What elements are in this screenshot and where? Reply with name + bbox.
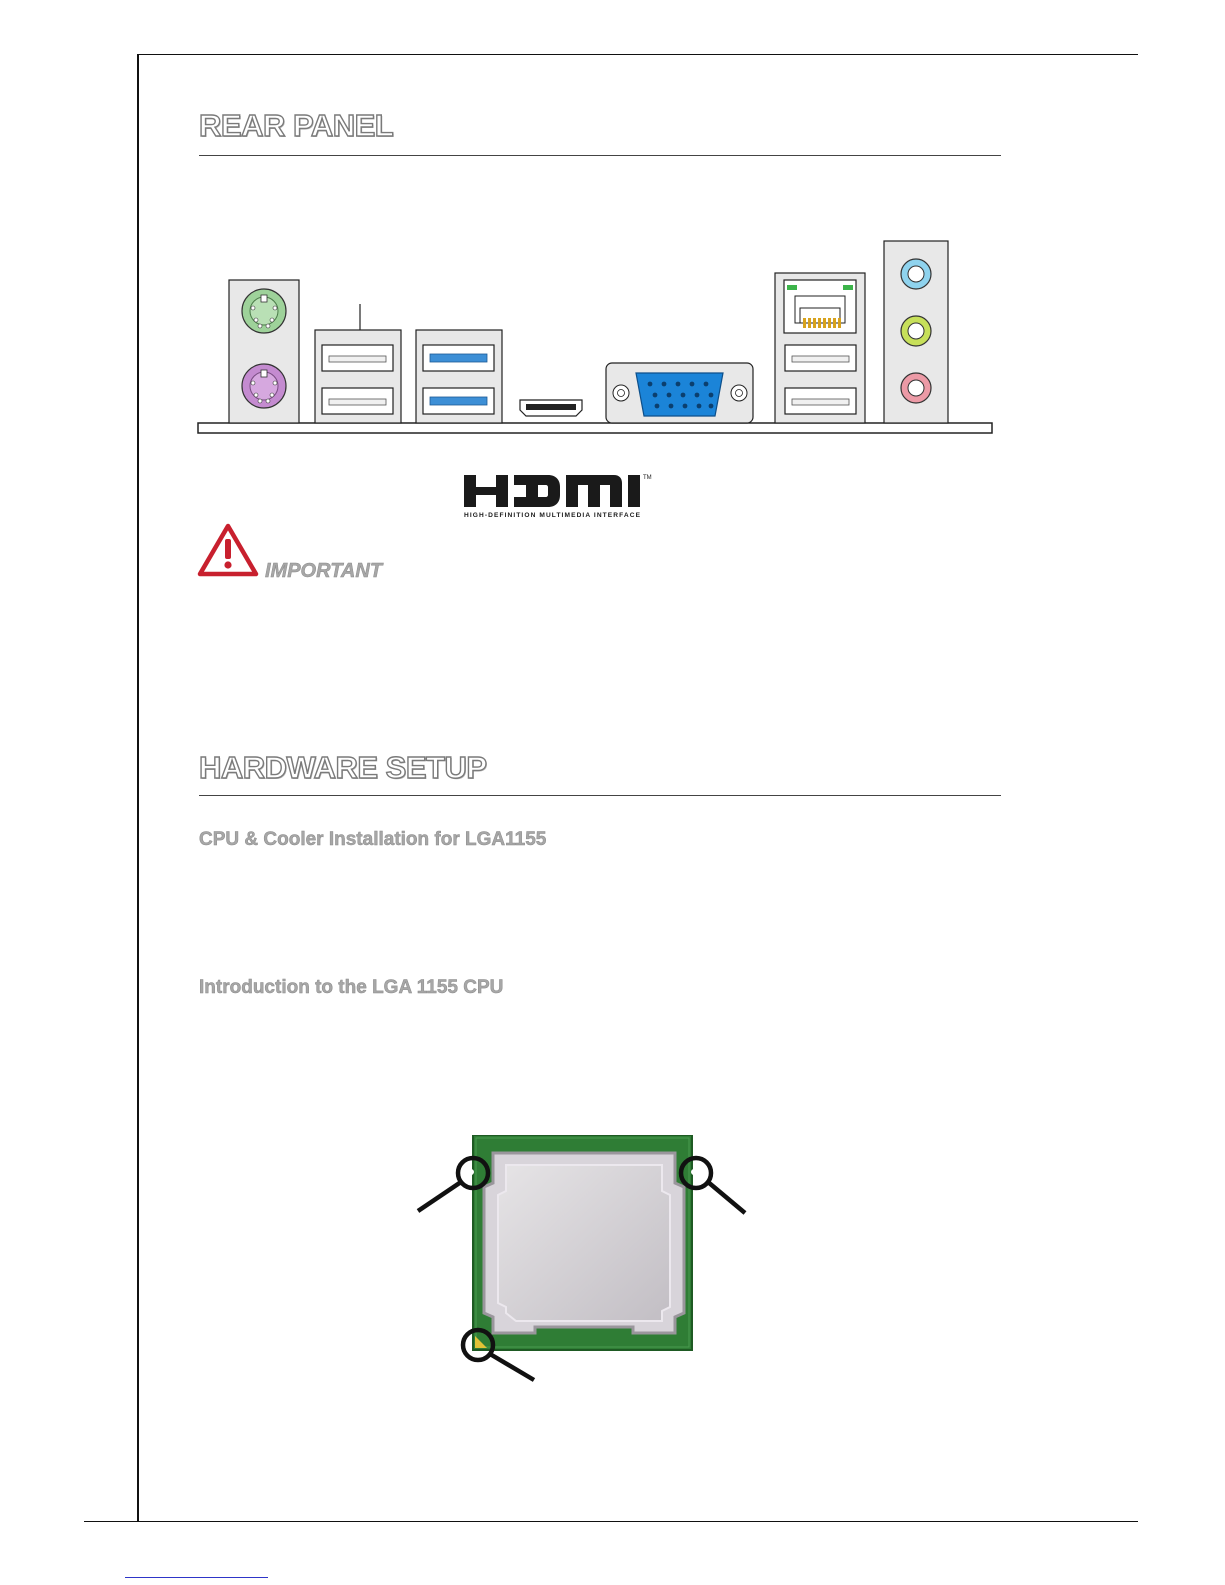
page-frame-bottom bbox=[84, 1521, 1138, 1522]
audio-mic bbox=[901, 373, 931, 403]
hdmi-logo bbox=[462, 470, 662, 530]
hardware-setup-rule bbox=[199, 795, 1001, 796]
ps2-ports bbox=[229, 280, 299, 423]
usb-2-ports bbox=[315, 304, 401, 423]
important-label: IMPORTANT bbox=[265, 560, 383, 582]
warning-triangle-icon bbox=[197, 523, 259, 578]
io-shield-base bbox=[198, 423, 992, 433]
page-frame-top bbox=[137, 54, 1138, 55]
intro-cpu-subheading: Introduction to the LGA 1155 CPU bbox=[199, 977, 504, 998]
svg-text:TM: TM bbox=[643, 475, 652, 481]
hdmi-port bbox=[520, 400, 582, 416]
footer-link-underline[interactable] bbox=[125, 1577, 268, 1578]
audio-line-in bbox=[901, 259, 931, 289]
lan-usb-ports bbox=[775, 273, 865, 423]
page-frame-left bbox=[137, 54, 139, 1522]
usb-3-ports bbox=[416, 330, 502, 423]
audio-jacks bbox=[884, 241, 948, 423]
ps2-mouse-port bbox=[242, 289, 286, 333]
vga-port bbox=[606, 363, 753, 423]
hdmi-logo-mark bbox=[462, 470, 662, 525]
lan-port bbox=[784, 280, 856, 333]
audio-line-out bbox=[901, 316, 931, 346]
rear-panel-title: REAR PANEL bbox=[199, 108, 394, 143]
rear-panel-diagram bbox=[195, 238, 1005, 438]
svg-text:HIGH-DEFINITION MULTIMEDIA INT: HIGH-DEFINITION MULTIMEDIA INTERFACE bbox=[464, 512, 640, 519]
rear-panel-rule bbox=[199, 155, 1001, 156]
cpu-cooler-subheading: CPU & Cooler Installation for LGA1155 bbox=[199, 829, 547, 850]
hardware-setup-title: HARDWARE SETUP bbox=[199, 750, 487, 785]
ps2-keyboard-port bbox=[242, 364, 286, 408]
lga1155-cpu-diagram bbox=[410, 1135, 760, 1400]
